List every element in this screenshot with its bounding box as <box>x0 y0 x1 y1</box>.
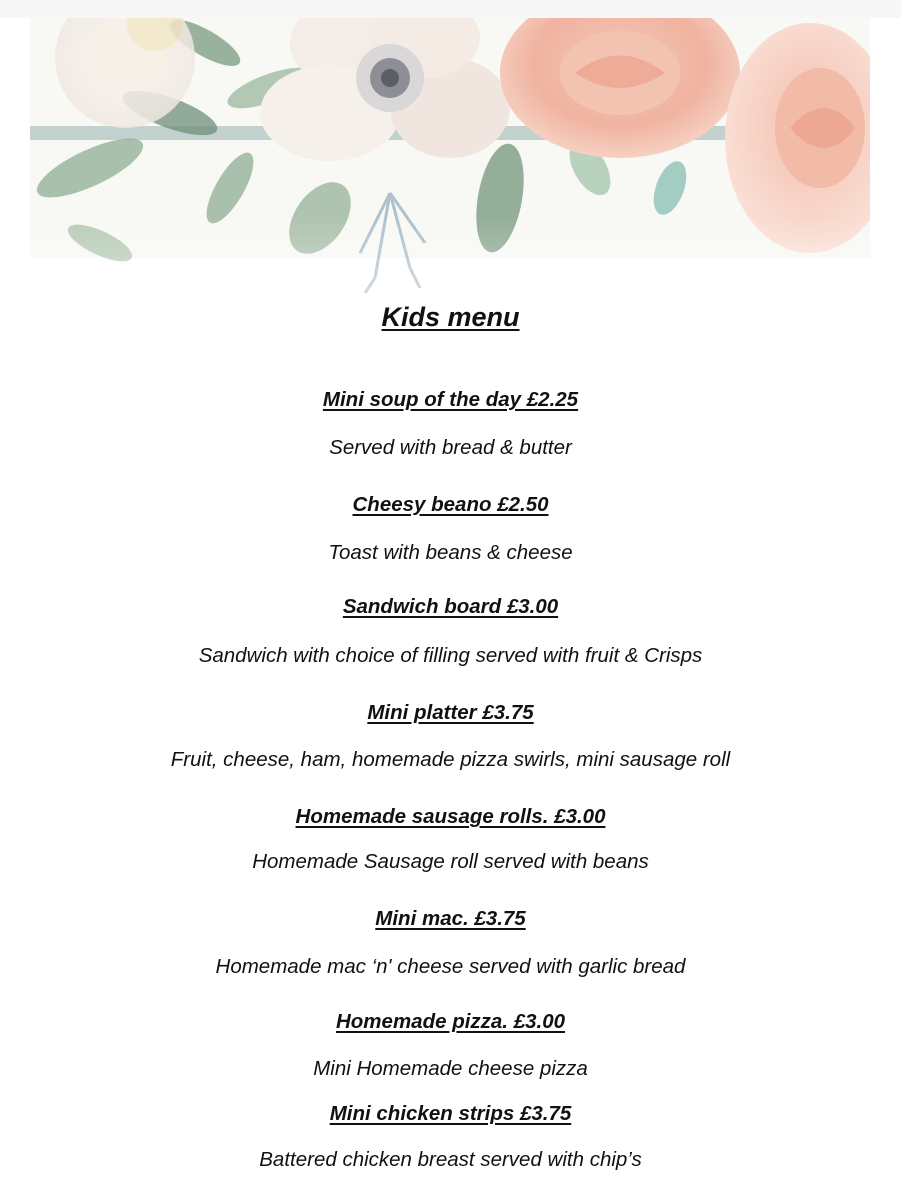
menu-item-description-sandwich-board: Sandwich with choice of filling served with fruit & Crisps <box>198 644 703 667</box>
menu-item-name-mini-soup: Mini soup of the day £2.25 <box>322 388 579 411</box>
menu-item-name-cheesy-beano: Cheesy beano £2.50 <box>352 493 549 516</box>
menu-item-description-mini-platter: Fruit, cheese, ham, homemade pizza swirls, mini sausage roll <box>170 748 731 771</box>
menu-item-description-sausage-rolls: Homemade Sausage roll served with beans <box>252 850 649 873</box>
menu-item-name-sandwich-board: Sandwich board £3.00 <box>342 595 559 618</box>
menu-title: Kids menu <box>381 302 520 332</box>
menu-item-name-sausage-rolls: Homemade sausage rolls. £3.00 <box>295 805 606 828</box>
menu-item-description-cheesy-beano: Toast with beans & cheese <box>328 541 573 564</box>
menu-item-name-mini-mac: Mini mac. £3.75 <box>375 907 526 930</box>
menu-item-name-mini-platter: Mini platter £3.75 <box>367 701 534 724</box>
menu-item-description-homemade-pizza: Mini Homemade cheese pizza <box>313 1057 588 1080</box>
menu-item-description-chicken-strips: Battered chicken breast served with chip’s <box>259 1148 642 1171</box>
menu-item-description-mini-mac: Homemade mac ‘n' cheese served with garlic bread <box>215 955 686 978</box>
menu-item-description-mini-soup: Served with bread & butter <box>329 436 572 459</box>
menu-item-name-homemade-pizza: Homemade pizza. £3.00 <box>335 1010 565 1033</box>
menu-item-name-chicken-strips: Mini chicken strips £3.75 <box>329 1102 572 1125</box>
